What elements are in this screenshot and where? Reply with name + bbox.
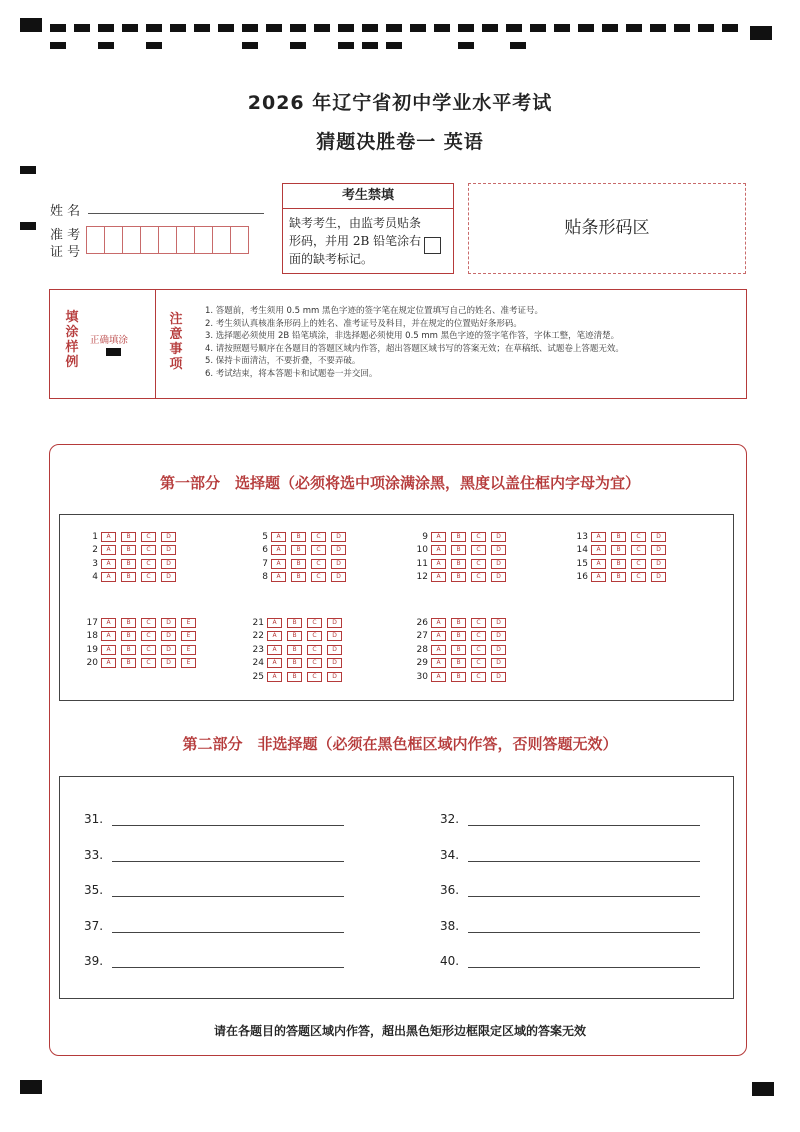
option-bubble[interactable]: A [267, 658, 282, 668]
option-bubble[interactable]: B [287, 645, 302, 655]
written-question [84, 916, 344, 933]
option-bubble[interactable]: D [327, 672, 342, 682]
question-number: 12 [416, 572, 428, 582]
option-bubble[interactable]: B [121, 532, 136, 542]
answer-line[interactable] [112, 916, 344, 933]
filled-sample-mark [106, 348, 121, 356]
answer-line[interactable] [112, 845, 344, 862]
question-number: 29 [416, 658, 428, 668]
option-bubble[interactable]: A [271, 559, 286, 569]
written-question [440, 951, 700, 968]
answer-line[interactable] [468, 951, 700, 968]
question-row [570, 558, 671, 569]
question-number: 25 [252, 671, 264, 682]
answer-line[interactable] [112, 809, 344, 826]
barcode-area [468, 183, 746, 274]
question-number: 8 [262, 572, 268, 582]
question-number: 5 [262, 531, 268, 542]
option-bubble[interactable]: A [101, 532, 116, 542]
option-bubble[interactable]: C [311, 532, 326, 542]
option-bubble[interactable]: A [101, 545, 116, 555]
exam-subtitle: 猜题决胜卷一 英语 [316, 131, 484, 153]
option-bubble[interactable]: B [121, 572, 136, 582]
absent-checkbox[interactable] [424, 237, 441, 254]
option-bubble[interactable]: A [267, 672, 282, 682]
question-number: 15 [576, 558, 588, 569]
notes-label: 注 意 事 项 [169, 312, 183, 372]
option-bubble[interactable]: C [471, 618, 486, 628]
option-bubble[interactable]: A [101, 572, 116, 582]
option-bubble[interactable]: A [431, 658, 446, 668]
written-question [440, 916, 700, 933]
option-bubble[interactable]: D [161, 658, 176, 668]
option-bubble[interactable]: D [491, 545, 506, 555]
option-bubble[interactable]: B [451, 618, 466, 628]
option-bubble[interactable]: D [331, 545, 346, 555]
option-bubble[interactable]: D [331, 572, 346, 582]
question-number: 17 [86, 617, 98, 628]
option-bubble[interactable]: A [101, 631, 116, 641]
written-question [84, 845, 344, 862]
absent-text: 缺考考生，由监考员贴条形码，并用 2B 铅笔涂右面的缺考标记。 [289, 216, 422, 266]
absent-heading: 考生禁填 [283, 184, 453, 209]
option-bubble[interactable]: E [181, 645, 196, 655]
written-question-number: 35. [84, 883, 104, 897]
option-bubble[interactable]: E [181, 618, 196, 628]
question-number: 27 [416, 631, 428, 641]
question-row [410, 644, 511, 655]
question-number: 20 [86, 658, 98, 668]
note-item: 3. 选择题必须使用 2B 铅笔填涂，非选择题必须使用 0.5 mm 黑色字迹的签字笔作答，字体工整，笔迹清楚。 [205, 331, 620, 341]
question-row [410, 558, 511, 569]
question-row [246, 644, 347, 655]
question-row [410, 572, 511, 583]
id-label-1: 准 考 [50, 228, 81, 243]
question-number: 21 [252, 617, 264, 628]
option-bubble[interactable]: D [491, 572, 506, 582]
note-item: 4. 请按照题号顺序在各题目的答题区域内作答，超出答题区域书写的答案无效；在草稿纸、试题卷上答题无效。 [205, 343, 624, 354]
answer-line[interactable] [468, 880, 700, 897]
question-row [80, 531, 181, 542]
option-bubble[interactable]: D [491, 645, 506, 655]
question-number: 9 [422, 531, 428, 542]
option-bubble[interactable]: D [491, 631, 506, 641]
question-number: 6 [262, 545, 268, 555]
option-bubble[interactable]: D [161, 631, 176, 641]
question-row [570, 545, 671, 556]
notes-list [205, 305, 740, 380]
written-question-number: 36. [440, 883, 460, 897]
question-row [410, 545, 511, 556]
name-field[interactable] [88, 197, 264, 214]
option-bubble[interactable]: C [631, 572, 646, 582]
question-number: 18 [86, 631, 98, 641]
option-bubble[interactable]: C [631, 545, 646, 555]
option-bubble[interactable]: B [121, 545, 136, 555]
written-question-number: 32. [440, 812, 460, 826]
option-bubble[interactable]: A [101, 645, 116, 655]
question-number: 10 [416, 545, 428, 555]
sample-label: 填 涂 样 例 [65, 310, 79, 370]
question-row [246, 658, 347, 669]
written-question [440, 880, 700, 897]
option-bubble[interactable]: A [271, 545, 286, 555]
answer-line[interactable] [468, 809, 700, 826]
option-bubble[interactable]: A [591, 545, 606, 555]
question-row [410, 658, 511, 669]
option-bubble[interactable]: D [161, 618, 176, 628]
question-row [570, 531, 671, 542]
option-bubble[interactable]: C [307, 618, 322, 628]
option-bubble[interactable]: C [307, 631, 322, 641]
option-bubble[interactable]: B [611, 559, 626, 569]
option-bubble[interactable]: B [291, 559, 306, 569]
answer-line[interactable] [112, 880, 344, 897]
question-row [410, 631, 511, 642]
option-bubble[interactable]: B [121, 559, 136, 569]
option-bubble[interactable]: B [611, 572, 626, 582]
option-bubble[interactable]: C [307, 645, 322, 655]
option-bubble[interactable]: D [491, 672, 506, 682]
option-bubble[interactable]: B [451, 672, 466, 682]
option-bubble[interactable]: B [291, 532, 306, 542]
written-question [440, 845, 700, 862]
part2-title: 第二部分 非选择题（必须在黑色框区域内作答，否则答题无效） [182, 735, 618, 753]
written-question [84, 880, 344, 897]
option-bubble[interactable]: B [121, 618, 136, 628]
option-bubble[interactable]: A [431, 572, 446, 582]
question-number: 3 [92, 558, 98, 569]
option-bubble[interactable]: C [631, 532, 646, 542]
option-bubble[interactable]: B [451, 559, 466, 569]
option-bubble[interactable]: C [471, 559, 486, 569]
option-bubble[interactable]: A [267, 645, 282, 655]
question-row [246, 671, 347, 682]
option-bubble[interactable]: D [161, 532, 176, 542]
option-bubble[interactable]: B [121, 645, 136, 655]
option-bubble[interactable]: A [431, 532, 446, 542]
option-bubble[interactable]: A [431, 645, 446, 655]
option-bubble[interactable]: D [331, 532, 346, 542]
option-bubble[interactable]: B [121, 658, 136, 668]
option-bubble[interactable]: D [327, 658, 342, 668]
option-bubble[interactable]: D [161, 545, 176, 555]
written-question-number: 34. [440, 847, 460, 862]
option-bubble[interactable]: C [631, 559, 646, 569]
option-bubble[interactable]: B [121, 631, 136, 641]
option-bubble[interactable]: B [451, 545, 466, 555]
option-bubble[interactable]: A [271, 532, 286, 542]
option-bubble[interactable]: C [471, 572, 486, 582]
exam-title: 2026 年辽宁省初中学业水平考试 [247, 92, 553, 114]
option-bubble[interactable]: C [471, 658, 486, 668]
option-bubble[interactable]: A [271, 572, 286, 582]
written-question [84, 809, 344, 826]
question-row [80, 658, 201, 669]
note-item: 5. 保持卡面清洁，不要折叠，不要弄破。 [205, 356, 361, 366]
option-bubble[interactable]: C [471, 645, 486, 655]
exam-id-boxes[interactable] [86, 226, 249, 254]
option-bubble[interactable]: D [491, 532, 506, 542]
option-bubble[interactable]: C [141, 559, 156, 569]
question-row [80, 545, 181, 556]
written-question-number: 33. [84, 847, 104, 862]
absent-box [282, 183, 454, 274]
question-row [250, 558, 351, 569]
question-row [410, 671, 511, 682]
question-row [80, 644, 201, 655]
question-number: 2 [92, 545, 98, 555]
option-bubble[interactable]: C [141, 572, 156, 582]
option-bubble[interactable]: B [287, 631, 302, 641]
option-bubble[interactable]: D [161, 559, 176, 569]
question-row [410, 531, 511, 542]
option-bubble[interactable]: D [491, 658, 506, 668]
id-label-2: 证 号 [50, 245, 81, 260]
answer-line[interactable] [112, 951, 344, 968]
question-number: 23 [252, 644, 264, 655]
option-bubble[interactable]: B [451, 572, 466, 582]
option-bubble[interactable]: B [451, 631, 466, 641]
question-number: 14 [576, 545, 588, 555]
option-bubble[interactable]: A [101, 618, 116, 628]
option-bubble[interactable]: D [327, 618, 342, 628]
option-bubble[interactable]: E [181, 631, 196, 641]
option-bubble[interactable]: C [471, 631, 486, 641]
notes-panel [49, 289, 747, 399]
question-number: 1 [92, 531, 98, 542]
question-row [80, 558, 181, 569]
option-bubble[interactable]: E [181, 658, 196, 668]
option-bubble[interactable]: A [101, 658, 116, 668]
question-number: 13 [576, 531, 588, 542]
option-bubble[interactable]: B [287, 672, 302, 682]
option-bubble[interactable]: D [331, 559, 346, 569]
question-row [250, 531, 351, 542]
option-bubble[interactable]: C [141, 645, 156, 655]
option-bubble[interactable]: C [471, 545, 486, 555]
question-row [246, 617, 347, 628]
option-bubble[interactable]: D [327, 631, 342, 641]
option-bubble[interactable]: C [311, 572, 326, 582]
option-bubble[interactable]: D [651, 559, 666, 569]
question-number: 28 [416, 644, 428, 655]
option-bubble[interactable]: C [311, 545, 326, 555]
option-bubble[interactable]: C [307, 658, 322, 668]
answer-line[interactable] [468, 916, 700, 933]
option-bubble[interactable]: C [471, 532, 486, 542]
question-row [570, 572, 671, 583]
option-bubble[interactable]: C [141, 658, 156, 668]
answer-line[interactable] [468, 845, 700, 862]
written-question-number: 39. [84, 954, 104, 968]
question-number: 16 [576, 572, 588, 582]
question-number: 7 [262, 558, 268, 569]
question-number: 22 [252, 631, 264, 641]
option-bubble[interactable]: A [431, 631, 446, 641]
note-item: 6. 考试结束，将本答题卡和试题卷一并交回。 [205, 368, 378, 379]
note-item: 2. 考生须认真核准条形码上的姓名、准考证号及科目，并在规定的位置贴好条形码。 [205, 318, 522, 329]
question-row [80, 617, 201, 628]
option-bubble[interactable]: C [471, 672, 486, 682]
written-question [440, 809, 700, 826]
option-bubble[interactable]: B [451, 645, 466, 655]
part1-title: 第一部分 选择题（必须将选中项涂满涂黑，黑度以盖住框内字母为宜） [159, 474, 640, 492]
option-bubble[interactable]: D [651, 572, 666, 582]
written-question-number: 38. [440, 918, 460, 933]
option-bubble[interactable]: C [141, 532, 156, 542]
question-number: 24 [252, 658, 264, 668]
option-bubble[interactable]: D [491, 559, 506, 569]
option-bubble[interactable]: A [431, 545, 446, 555]
option-bubble[interactable]: B [287, 618, 302, 628]
option-bubble[interactable]: C [141, 618, 156, 628]
option-bubble[interactable]: C [141, 631, 156, 641]
option-bubble[interactable]: C [307, 672, 322, 682]
question-row [250, 572, 351, 583]
written-question [84, 951, 344, 968]
note-item: 1. 答题前，考生须用 0.5 mm 黑色字迹的签字笔在规定位置填写自己的姓名、准考证号。 [205, 306, 543, 316]
question-row [80, 572, 181, 583]
written-question-number: 40. [440, 954, 460, 968]
option-bubble[interactable]: D [651, 532, 666, 542]
question-number: 4 [92, 572, 98, 582]
option-bubble[interactable]: A [591, 559, 606, 569]
option-bubble[interactable]: B [291, 572, 306, 582]
written-question-number: 31. [84, 812, 104, 826]
option-bubble[interactable]: A [591, 572, 606, 582]
option-bubble[interactable]: A [267, 618, 282, 628]
option-bubble[interactable]: B [611, 532, 626, 542]
question-row [250, 545, 351, 556]
written-answer-area [59, 776, 734, 999]
correct-fill-label: 正确填涂 [90, 335, 129, 346]
option-bubble[interactable]: A [431, 559, 446, 569]
option-bubble[interactable]: A [591, 532, 606, 542]
question-number: 19 [86, 644, 98, 655]
option-bubble[interactable]: B [451, 658, 466, 668]
option-bubble[interactable]: A [101, 559, 116, 569]
option-bubble[interactable]: C [141, 545, 156, 555]
option-bubble[interactable]: D [651, 545, 666, 555]
option-bubble[interactable]: A [431, 618, 446, 628]
option-bubble[interactable]: B [291, 545, 306, 555]
question-number: 30 [416, 671, 428, 682]
option-bubble[interactable]: D [161, 572, 176, 582]
name-label: 姓 名 [50, 204, 81, 219]
written-question-number: 37. [84, 918, 104, 933]
question-row [246, 631, 347, 642]
option-bubble[interactable]: D [491, 618, 506, 628]
question-number: 11 [416, 558, 428, 569]
barcode-label: 贴条形码区 [564, 218, 650, 238]
option-bubble[interactable]: B [451, 532, 466, 542]
option-bubble[interactable]: D [161, 645, 176, 655]
option-bubble[interactable]: D [327, 645, 342, 655]
option-bubble[interactable]: A [431, 672, 446, 682]
multiple-choice-area [59, 514, 734, 701]
option-bubble[interactable]: A [267, 631, 282, 641]
footer-note: 请在各题目的答题区域内作答，超出黑色矩形边框限定区域的答案无效 [213, 1024, 586, 1038]
option-bubble[interactable]: B [611, 545, 626, 555]
option-bubble[interactable]: B [287, 658, 302, 668]
question-row [80, 631, 201, 642]
option-bubble[interactable]: C [311, 559, 326, 569]
question-number: 26 [416, 617, 428, 628]
question-row [410, 617, 511, 628]
